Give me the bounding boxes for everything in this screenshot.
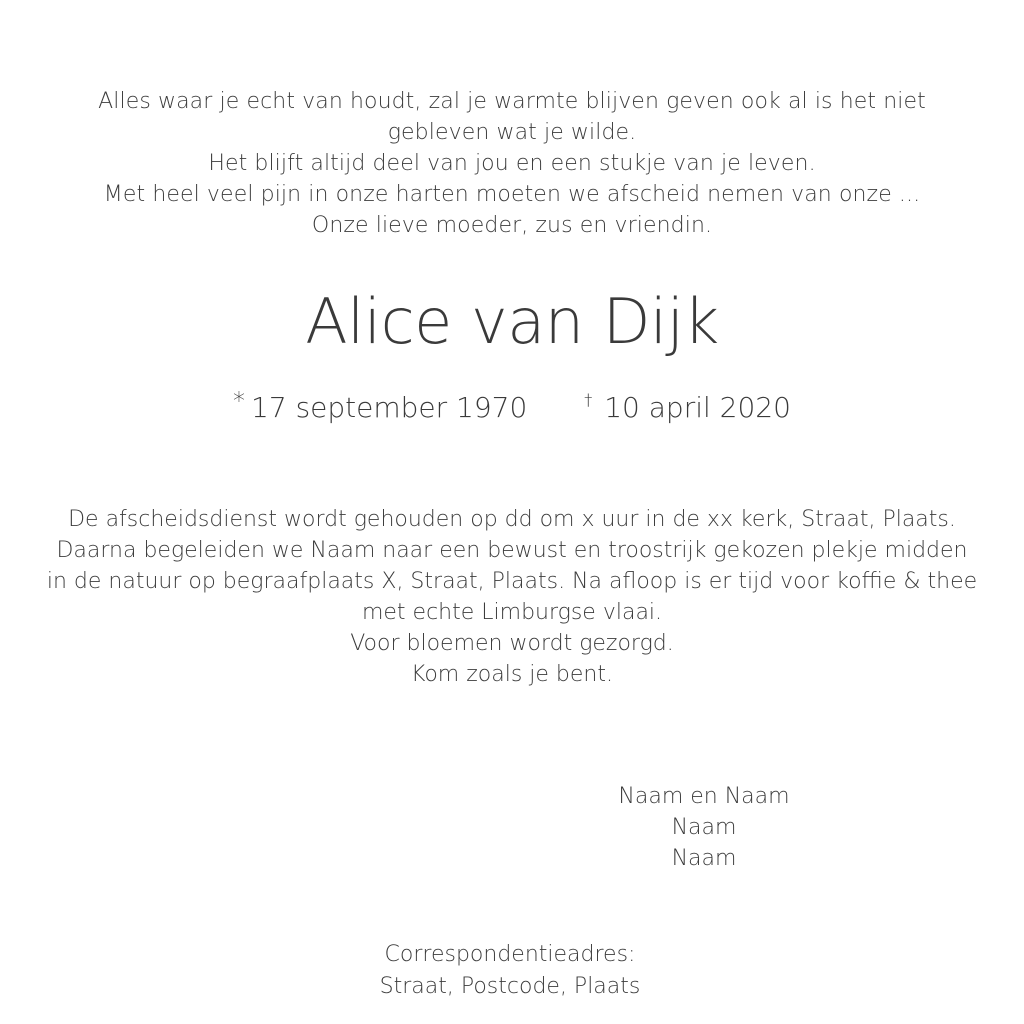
poem-line: Onze lieve moeder, zus en vriendin. bbox=[311, 213, 713, 238]
service-line: De afscheidsdienst wordt gehouden op dd om x uur in de xx kerk, Straat, Plaats. bbox=[68, 507, 956, 532]
address-label: Correspondentieadres: bbox=[384, 942, 636, 967]
service-line: Kom zoals je bent. bbox=[411, 662, 613, 687]
death-cross-mark: † bbox=[584, 390, 593, 409]
poem-line: Alles waar je echt van houdt, zal je warmte blijven geven ook al is het niet bbox=[98, 89, 926, 114]
opening-poem bbox=[0, 86, 1024, 241]
signature-line: Naam en Naam bbox=[618, 784, 790, 809]
death-date: 10 april 2020 bbox=[604, 391, 791, 424]
poem-line: Met heel veel pijn in onze harten moeten we afscheid nemen van onze ... bbox=[103, 182, 921, 207]
service-line: Voor bloemen wordt gezorgd. bbox=[350, 631, 674, 656]
life-dates bbox=[0, 380, 1024, 428]
deceased-name: Alice van Dijk bbox=[305, 285, 719, 358]
poem-line: Het blijft altijd deel van jou en een stukje van je leven. bbox=[208, 151, 816, 176]
correspondence-address bbox=[360, 939, 660, 1003]
service-line: met echte Limburgse vlaai. bbox=[361, 600, 663, 625]
poem-line: gebleven wat je wilde. bbox=[387, 120, 637, 145]
signature-line: Naam bbox=[671, 815, 737, 840]
signatures bbox=[594, 781, 814, 874]
birth-mark: * bbox=[233, 387, 246, 415]
birth-date: 17 september 1970 bbox=[251, 391, 528, 424]
death-date-group bbox=[584, 380, 791, 428]
address-value: Straat, Postcode, Plaats bbox=[379, 974, 641, 999]
signature-line: Naam bbox=[671, 846, 737, 871]
birth-date-group bbox=[233, 381, 527, 428]
service-line: Daarna begeleiden we Naam naar een bewust en troostrijk gekozen plekje midden bbox=[56, 538, 968, 563]
service-line: in de natuur op begraafplaats X, Straat, Plaats. Na afloop is er tijd voor koffie & thee bbox=[46, 569, 978, 594]
service-info bbox=[0, 504, 1024, 690]
